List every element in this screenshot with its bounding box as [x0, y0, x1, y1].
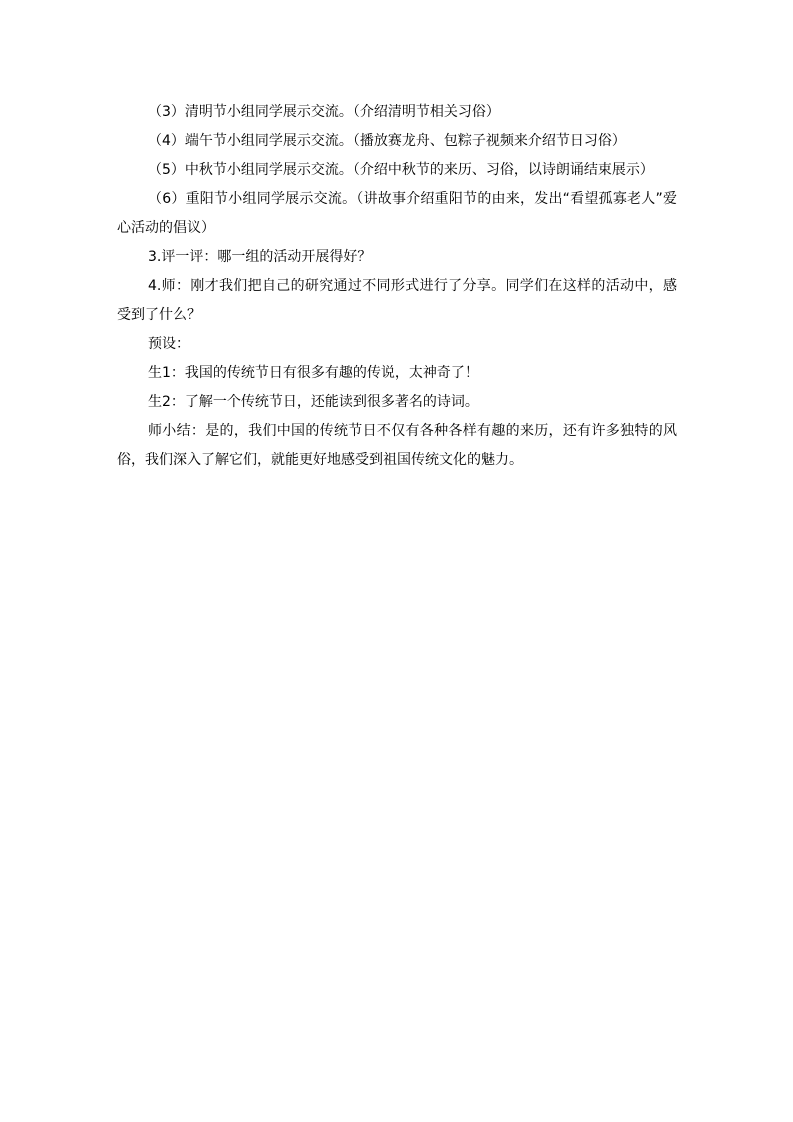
paragraph-zhongqiu: （5）中秋节小组同学展示交流。（介绍中秋节的来历、习俗，以诗朗诵结束展示）: [148, 162, 654, 178]
paragraph-preset: 预设：: [148, 336, 190, 352]
paragraph-duanwu: （4）端午节小组同学展示交流。（播放赛龙舟、包粽子视频来介绍节日习俗）: [148, 133, 626, 149]
paragraph-teacher-question: 4.师：刚才我们把自己的研究通过不同形式进行了分享。同学们在这样的活动中，感受到了什么？: [117, 278, 677, 323]
paragraph-student-2: 生2：了解一个传统节日，还能读到很多著名的诗词。: [148, 394, 479, 410]
paragraph-qingming: （3）清明节小组同学展示交流。（介绍清明节相关习俗）: [148, 104, 500, 120]
paragraph-evaluate: 3.评一评：哪一组的活动开展得好？: [148, 249, 372, 265]
paragraph-chongyang: （6）重阳节小组同学展示交流。（讲故事介绍重阳节的由来，发出“看望孤寡老人”爱心活动的倡议）: [117, 191, 677, 236]
document-body: [117, 98, 677, 475]
paragraph-student-1: 生1：我国的传统节日有很多有趣的传说，太神奇了！: [148, 365, 479, 381]
paragraph-teacher-summary: 师小结：是的，我们中国的传统节日不仅有各种各样有趣的来历，还有许多独特的风俗，我们深入了解它们，就能更好地感受到祖国传统文化的魅力。: [117, 423, 677, 468]
